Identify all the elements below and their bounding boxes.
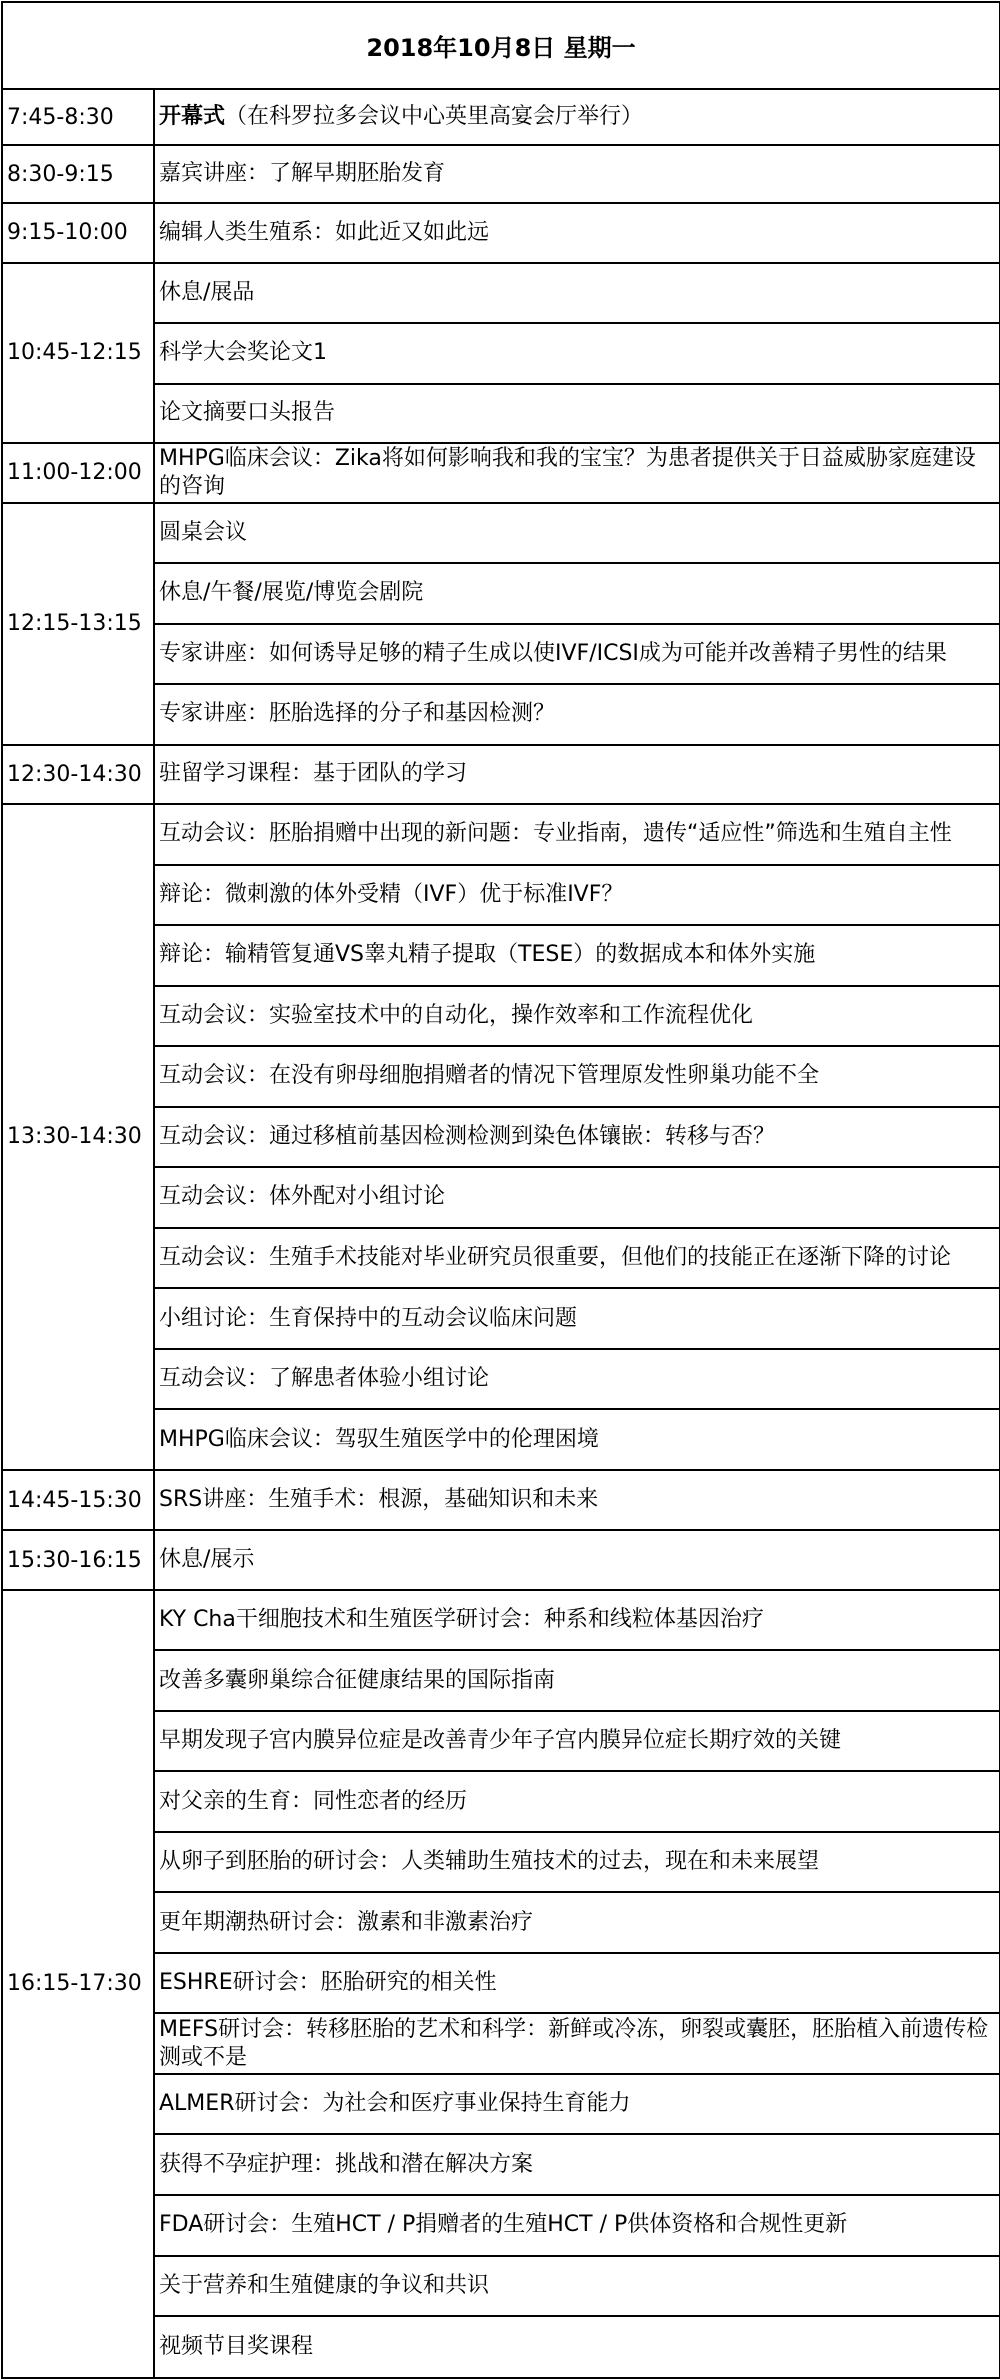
- session-title: MHPG临床会议：驾驭生殖医学中的伦理困境: [159, 1426, 599, 1452]
- session-cell: [154, 1409, 1000, 1470]
- title-row: [2, 2, 1000, 89]
- session-cell: [154, 865, 1000, 926]
- session-title: 论文摘要口头报告: [159, 400, 336, 426]
- session-cell: [154, 1288, 1000, 1349]
- session-title: 编辑人类生殖系：如此近又如此远: [159, 219, 490, 245]
- session-cell: [154, 1953, 1000, 2014]
- session-title: 互动会议：胚胎捐赠中出现的新问题：专业指南，遗传“适应性”筛选和生殖自主性: [159, 821, 952, 847]
- time-slot: 9:15-10:00: [2, 203, 154, 263]
- session-title: 互动会议：实验室技术中的自动化，操作效率和工作流程优化: [159, 1002, 754, 1028]
- session-title: 小组讨论：生育保持中的互动会议临床问题: [159, 1305, 578, 1331]
- schedule-row: [2, 443, 1000, 503]
- session-title: 改善多囊卵巢综合征健康结果的国际指南: [159, 1667, 556, 1693]
- session-title: MHPG临床会议：Zika将如何影响我和我的宝宝？为患者提供关于日益威胁家庭建设的咨询: [159, 445, 976, 499]
- session-title: 获得不孕症护理：挑战和潜在解决方案: [159, 2151, 534, 2177]
- session-cell: [154, 1046, 1000, 1107]
- session-cell: [154, 1107, 1000, 1168]
- session-cell: [154, 503, 1000, 564]
- session-cell: [154, 563, 1000, 624]
- session-cell: [154, 1167, 1000, 1228]
- session-cell: [154, 443, 1000, 503]
- session-cell: [154, 1590, 1000, 1651]
- session-title: 互动会议：体外配对小组讨论: [159, 1184, 446, 1210]
- session-title: 互动会议：在没有卵母细胞捐赠者的情况下管理原发性卵巢功能不全: [159, 1063, 820, 1089]
- schedule-row: [2, 804, 1000, 865]
- session-title: MEFS研讨会：转移胚胎的艺术和科学：新鲜或冷冻，卵裂或囊胚，胚胎植入前遗传检测或不是: [159, 2016, 989, 2070]
- session-cell: [154, 986, 1000, 1047]
- session-title: 互动会议：了解患者体验小组讨论: [159, 1366, 490, 1392]
- session-cell: [154, 745, 1000, 805]
- time-slot: 16:15-17:30: [2, 1590, 154, 2378]
- schedule-body: [2, 89, 1000, 2378]
- session-cell: [154, 203, 1000, 263]
- time-slot: 13:30-14:30: [2, 804, 154, 1470]
- schedule-row: [2, 203, 1000, 263]
- session-title: 专家讲座：胚胎选择的分子和基因检测？: [159, 701, 556, 727]
- schedule-row: [2, 145, 1000, 203]
- session-title: 关于营养和生殖健康的争议和共识: [159, 2272, 490, 2298]
- session-cell: [154, 145, 1000, 203]
- session-cell: [154, 1228, 1000, 1289]
- session-cell: [154, 1349, 1000, 1410]
- schedule-row: [2, 1590, 1000, 1651]
- time-slot: 14:45-15:30: [2, 1470, 154, 1531]
- session-title: 互动会议：通过移植前基因检测检测到染色体镶嵌：转移与否？: [159, 1123, 776, 1149]
- session-cell: [154, 925, 1000, 986]
- session-title: 休息/午餐/展览/博览会剧院: [159, 580, 424, 606]
- session-title: 圆桌会议: [159, 519, 248, 545]
- session-cell: [154, 1650, 1000, 1711]
- session-cell: [154, 2256, 1000, 2317]
- session-cell: [154, 1771, 1000, 1832]
- session-title: 休息/展示: [159, 1547, 255, 1573]
- session-cell: [154, 1711, 1000, 1772]
- session-title: FDA研讨会：生殖HCT / P捐赠者的生殖HCT / P供体资格和合规性更新: [159, 2212, 848, 2238]
- session-cell: [154, 684, 1000, 745]
- session-cell: [154, 2316, 1000, 2378]
- session-title: 嘉宾讲座：了解早期胚胎发育: [159, 161, 446, 187]
- session-title: 更年期潮热研讨会：激素和非激素治疗: [159, 1909, 534, 1935]
- session-cell: [154, 1470, 1000, 1531]
- session-location: （在科罗拉多会议中心英里高宴会厅举行）: [225, 104, 644, 130]
- session-title: 专家讲座：如何诱导足够的精子生成以使IVF/ICSI成为可能并改善精子男性的结果: [159, 640, 947, 666]
- session-title: ESHRE研讨会：胚胎研究的相关性: [159, 1970, 497, 1996]
- time-slot: 7:45-8:30: [2, 89, 154, 145]
- schedule-row: [2, 1530, 1000, 1590]
- session-title: 从卵子到胚胎的研讨会：人类辅助生殖技术的过去，现在和未来展望: [159, 1849, 820, 1875]
- schedule-row: [2, 745, 1000, 805]
- session-title: 辩论：输精管复通VS睾丸精子提取（TESE）的数据成本和体外实施: [159, 942, 816, 968]
- schedule-row: [2, 263, 1000, 324]
- time-slot: 10:45-12:15: [2, 263, 154, 444]
- schedule-row: [2, 1470, 1000, 1531]
- session-title: ALMER研讨会：为社会和医疗事业保持生育能力: [159, 2091, 631, 2117]
- session-cell: [154, 89, 1000, 145]
- session-cell: [154, 1892, 1000, 1953]
- time-slot: 8:30-9:15: [2, 145, 154, 203]
- session-title: 互动会议：生殖手术技能对毕业研究员很重要，但他们的技能正在逐渐下降的讨论: [159, 1245, 952, 1270]
- session-cell: [154, 1832, 1000, 1893]
- session-title: 休息/展品: [159, 279, 255, 305]
- schedule-row: [2, 503, 1000, 564]
- session-cell: [154, 2134, 1000, 2195]
- session-title: 开幕式: [159, 104, 226, 130]
- session-title: SRS讲座：生殖手术：根源，基础知识和未来: [159, 1487, 599, 1513]
- session-cell: [154, 263, 1000, 324]
- time-slot: 11:00-12:00: [2, 443, 154, 503]
- session-title: 科学大会奖论文1: [159, 340, 327, 366]
- session-cell: [154, 2074, 1000, 2135]
- session-title: 辩论：微刺激的体外受精（IVF）优于标准IVF？: [159, 881, 624, 907]
- schedule-table: [1, 1, 1000, 2379]
- session-cell: [154, 323, 1000, 384]
- session-title: 视频节目奖课程: [159, 2334, 314, 2360]
- time-slot: 15:30-16:15: [2, 1530, 154, 1590]
- session-title: 对父亲的生育：同性恋者的经历: [159, 1788, 468, 1814]
- session-cell: [154, 2013, 1000, 2074]
- session-cell: [154, 2195, 1000, 2256]
- schedule-title: 2018年10月8日 星期一: [2, 2, 1000, 89]
- time-slot: 12:15-13:15: [2, 503, 154, 745]
- session-cell: [154, 384, 1000, 444]
- session-cell: [154, 624, 1000, 685]
- session-cell: [154, 804, 1000, 865]
- time-slot: 12:30-14:30: [2, 745, 154, 805]
- session-cell: [154, 1530, 1000, 1590]
- session-title: 驻留学习课程：基于团队的学习: [159, 761, 468, 787]
- session-title: KY Cha干细胞技术和生殖医学研讨会：种系和线粒体基因治疗: [159, 1607, 764, 1633]
- session-title: 早期发现子宫内膜异位症是改善青少年子宫内膜异位症长期疗效的关键: [159, 1728, 842, 1754]
- schedule-row: [2, 89, 1000, 145]
